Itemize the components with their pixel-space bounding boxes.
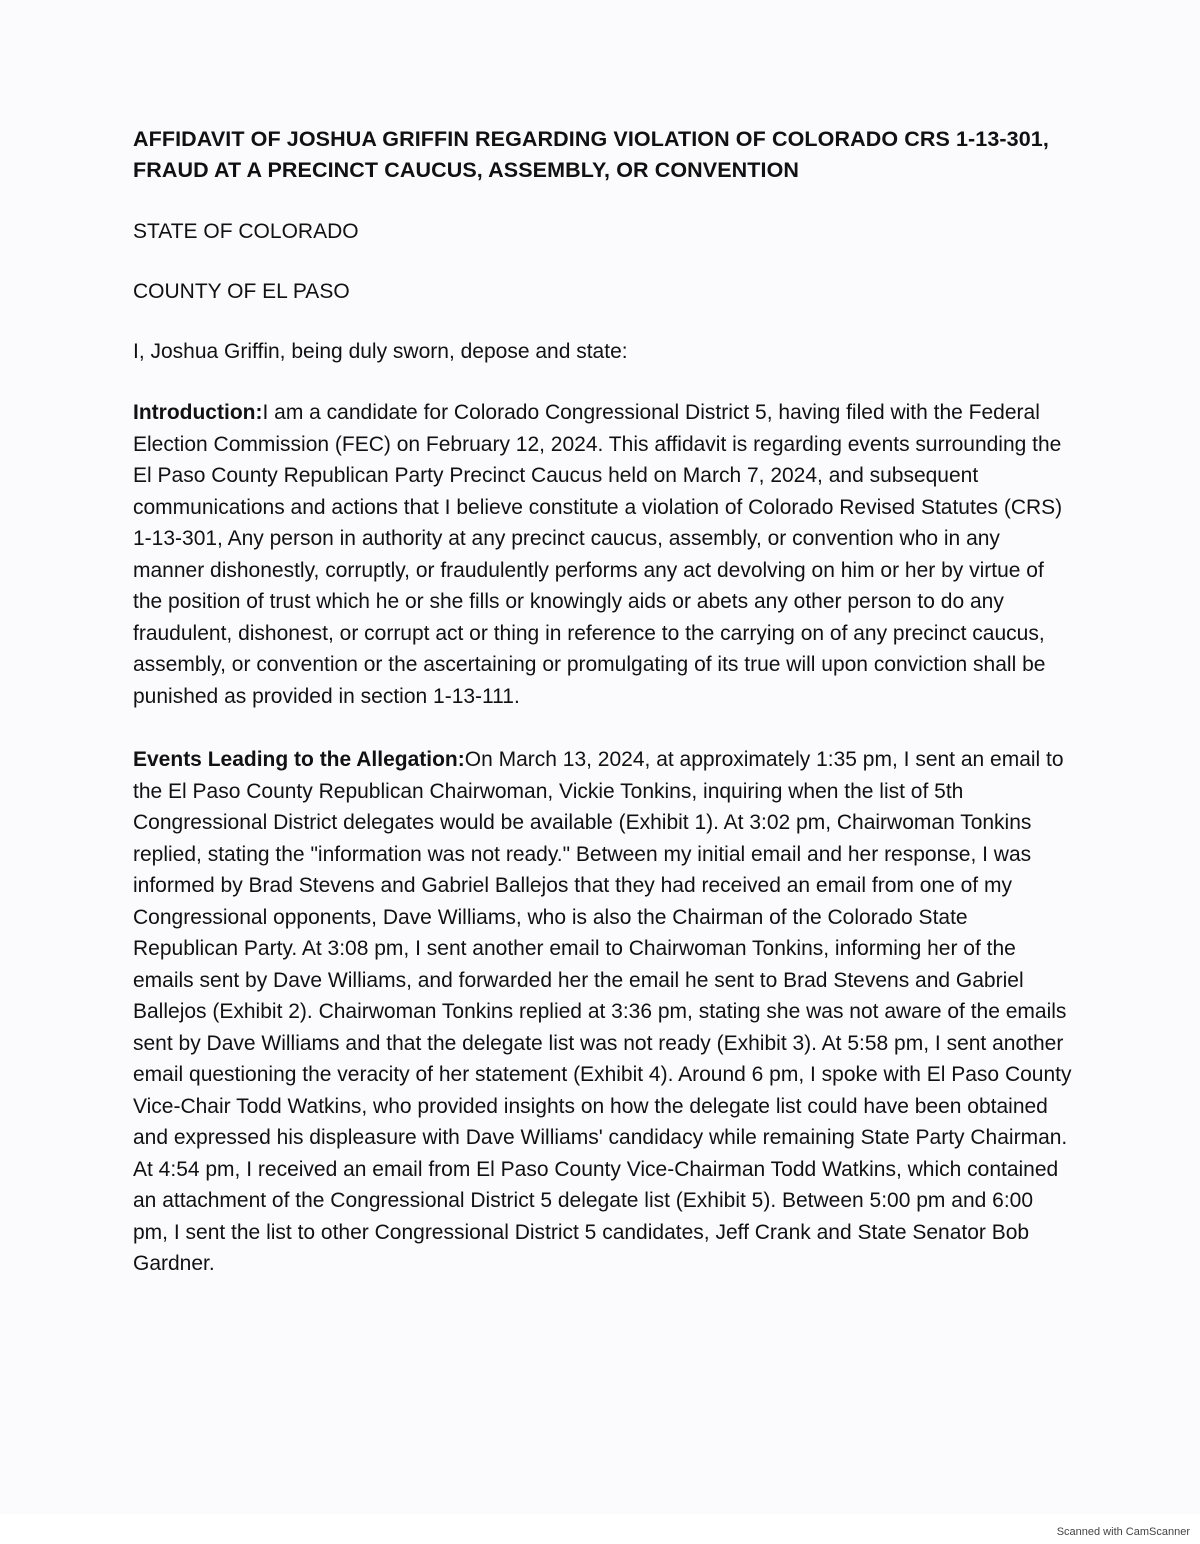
scanner-watermark: Scanned with CamScanner [1056, 1526, 1190, 1538]
events-text: On March 13, 2024, at approximately 1:35 pm, I sent an email to the El Paso County Republican Chairwoman, Vickie Tonkins, inquiring when the list of 5th Congressional District delegates would be available (Exhibit 1). At 3:02 pm, Chairwoman Tonkins replied, stating the "information was not ready." Between my initial email and her response, I was informed by Brad Stevens and Gabriel Ballejos that they had received an email from one of my Congressional opponents, Dave Williams, who is also the Chairman of the Colorado State Republican Party. At 3:08 pm, I sent another email to Chairwoman Tonkins, informing her of the emails sent by Dave Williams, and forwarded her the email he sent to Brad Stevens and Gabriel Ballejos (Exhibit 2). Chairwoman Tonkins replied at 3:36 pm, stating she was not aware of the emails sent by Dave Williams and that the delegate list was not ready (Exhibit 3). At 5:58 pm, I sent another email questioning the veracity of her statement (Exhibit 4). Around 6 pm, I spoke with El Paso County Vice-Chair Todd Watkins, who provided insights on how the delegate list could have been obtained and expressed his displeasure with Dave Williams' candidacy while remaining State Party Chairman. At 4:54 pm, I received an email from El Paso County Vice-Chairman Todd Watkins, which contained an attachment of the Congressional District 5 delegate list (Exhibit 5). Between 5:00 pm and 6:00 pm, I sent the list to other Congressional District 5 candidates, Jeff Crank and State Senator Bob Gardner. [133, 748, 1072, 1275]
state-line: STATE OF COLORADO [133, 220, 359, 243]
county-line: COUNTY OF EL PASO [133, 280, 350, 303]
scanner-footer [0, 1514, 1200, 1544]
events-heading: Events Leading to the Allegation: [133, 748, 465, 771]
introduction-paragraph [133, 397, 1073, 712]
introduction-text: I am a candidate for Colorado Congressional District 5, having filed with the Federal Election Commission (FEC) on February 12, 2024. This affidavit is regarding events surrounding the El Paso County Republican Party Precinct Caucus held on March 7, 2024, and subsequent communications and actions that I believe constitute a violation of Colorado Revised Statutes (CRS) 1-13-301, Any person in authority at any precinct caucus, assembly, or convention who in any manner dishonestly, corruptly, or fraudulently performs any act devolving on him or her by virtue of the position of trust which he or she fills or knowingly aids or abets any other person to do any fraudulent, dishonest, or corrupt act or thing in reference to the carrying on of any precinct caucus, assembly, or convention or the ascertaining or promulgating of its true will upon conviction shall be punished as provided in section 1-13-111. [133, 401, 1063, 708]
introduction-heading: Introduction: [133, 401, 263, 424]
document-title: AFFIDAVIT OF JOSHUA GRIFFIN REGARDING VIOLATION OF COLORADO CRS 1-13-301, FRAUD AT A PRECINCT CAUCUS, ASSEMBLY, OR CONVENTION [133, 127, 1049, 182]
document-body [133, 124, 1073, 1280]
events-paragraph [133, 744, 1073, 1280]
sworn-statement: I, Joshua Griffin, being duly sworn, depose and state: [133, 340, 628, 363]
